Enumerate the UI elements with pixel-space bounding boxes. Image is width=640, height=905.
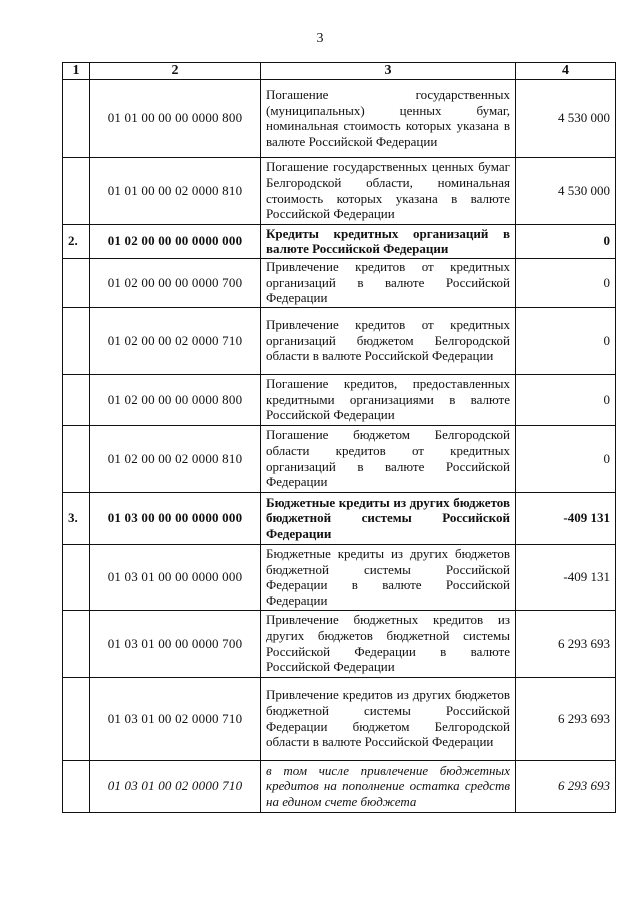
- description: Погашение государственных ценных бумаг Белгородской области, номинальная стоимость которых указана в валюте Российской Федерации: [261, 157, 516, 224]
- row-number: [63, 374, 90, 425]
- table-row: [63, 157, 616, 224]
- row-number: 2.: [63, 224, 90, 258]
- header-col-3: 3: [261, 63, 516, 80]
- amount: 0: [516, 425, 616, 492]
- amount: 0: [516, 307, 616, 374]
- row-number: [63, 425, 90, 492]
- budget-code: 01 02 00 00 00 0000 700: [90, 258, 261, 307]
- description: Погашение бюджетом Белгородской области кредитов от кредитных организаций в валюте Российской Федерации: [261, 425, 516, 492]
- header-col-2: 2: [90, 63, 261, 80]
- header-col-4: 4: [516, 63, 616, 80]
- table-row: [63, 374, 616, 425]
- table-row: [63, 492, 616, 544]
- row-number: [63, 760, 90, 812]
- budget-code: 01 03 01 00 02 0000 710: [90, 760, 261, 812]
- amount: 4 530 000: [516, 157, 616, 224]
- budget-code: 01 02 00 00 00 0000 800: [90, 374, 261, 425]
- description: Кредиты кредитных организаций в валюте Российской Федерации: [261, 224, 516, 258]
- budget-code: 01 01 00 00 02 0000 810: [90, 157, 261, 224]
- budget-code: 01 02 00 00 02 0000 810: [90, 425, 261, 492]
- table-header-row: [63, 63, 616, 80]
- table-row: [63, 224, 616, 258]
- amount: -409 131: [516, 544, 616, 610]
- table-row: [63, 760, 616, 812]
- row-number: [63, 544, 90, 610]
- description: Привлечение кредитов от кредитных организаций в валюте Российской Федерации: [261, 258, 516, 307]
- row-number: [63, 307, 90, 374]
- budget-code: 01 03 00 00 00 0000 000: [90, 492, 261, 544]
- description: Бюджетные кредиты из других бюджетов бюджетной системы Российской Федерации: [261, 492, 516, 544]
- row-number: [63, 610, 90, 677]
- description: Привлечение бюджетных кредитов из других бюджетов бюджетной системы Российской Федерации в валюте Российской Федерации: [261, 610, 516, 677]
- amount: 0: [516, 224, 616, 258]
- table-row: [63, 258, 616, 307]
- header-col-1: 1: [63, 63, 90, 80]
- amount: -409 131: [516, 492, 616, 544]
- budget-code: 01 02 00 00 02 0000 710: [90, 307, 261, 374]
- row-number: [63, 677, 90, 760]
- description: Привлечение кредитов из других бюджетов бюджетной системы Российской Федерации бюджетом Белгородской области в валюте Российской Федерации: [261, 677, 516, 760]
- amount: 6 293 693: [516, 677, 616, 760]
- budget-code: 01 02 00 00 00 0000 000: [90, 224, 261, 258]
- table-row: [63, 425, 616, 492]
- description: Погашение государственных (муниципальных) ценных бумаг, номинальная стоимость которых указана в валюте Российской Федерации: [261, 79, 516, 157]
- page-number: 3: [316, 31, 324, 46]
- amount: 6 293 693: [516, 610, 616, 677]
- description: в том числе привлечение бюджетных кредитов на пополнение остатка средств на едином счете бюджета: [261, 760, 516, 812]
- row-number: [63, 157, 90, 224]
- table-row: [63, 79, 616, 157]
- budget-code: 01 03 01 00 00 0000 700: [90, 610, 261, 677]
- description: Погашение кредитов, предоставленных кредитными организациями в валюте Российской Федерации: [261, 374, 516, 425]
- amount: 4 530 000: [516, 79, 616, 157]
- budget-code: 01 03 01 00 02 0000 710: [90, 677, 261, 760]
- description: Бюджетные кредиты из других бюджетов бюджетной системы Российской Федерации в валюте Российской Федерации: [261, 544, 516, 610]
- budget-code: 01 01 00 00 00 0000 800: [90, 79, 261, 157]
- table-row: [63, 610, 616, 677]
- row-number: 3.: [63, 492, 90, 544]
- table-row: [63, 307, 616, 374]
- table-row: [63, 544, 616, 610]
- table-body: [63, 79, 616, 812]
- budget-code: 01 03 01 00 00 0000 000: [90, 544, 261, 610]
- table-row: [63, 677, 616, 760]
- row-number: [63, 79, 90, 157]
- description: Привлечение кредитов от кредитных организаций бюджетом Белгородской области в валюте Российской Федерации: [261, 307, 516, 374]
- amount: 6 293 693: [516, 760, 616, 812]
- budget-sources-table: [62, 62, 616, 813]
- amount: 0: [516, 258, 616, 307]
- row-number: [63, 258, 90, 307]
- amount: 0: [516, 374, 616, 425]
